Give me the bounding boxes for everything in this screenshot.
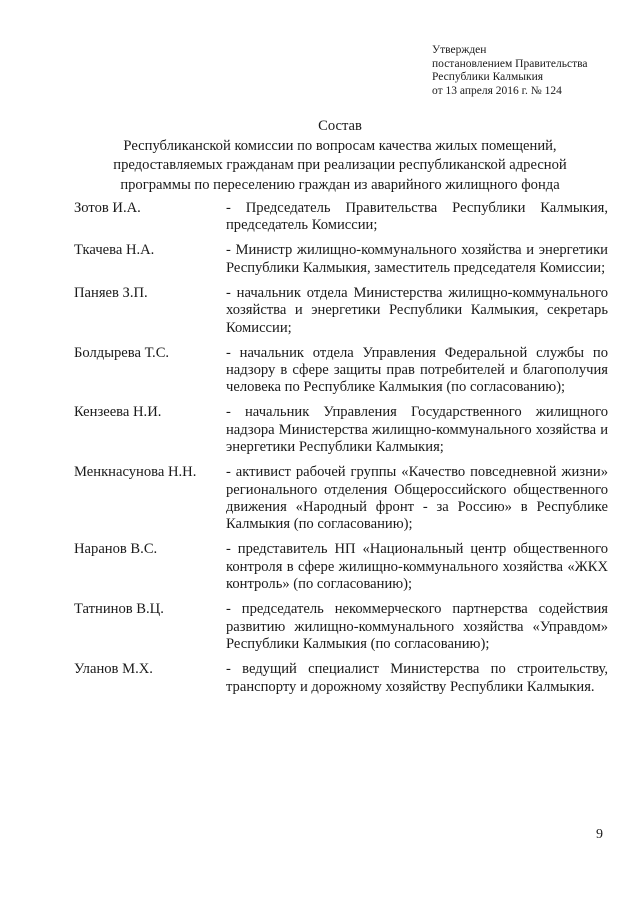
member-row: [74, 242, 608, 277]
member-role: - Председатель Правительства Республики Калмыкия, председатель Комиссии;: [226, 200, 608, 234]
title-line: Республиканской комиссии по вопросам качества жилых помещений,: [123, 137, 557, 154]
member-role: - активист рабочей группы «Качество повседневной жизни» регионального отделения Общероссийского общественного движения «Народный фронт - за Россию» в Республике Калмыкия (по согласованию);: [226, 464, 608, 533]
member-name: Наранов В.С.: [74, 541, 158, 558]
approval-line: Утвержден: [432, 44, 487, 56]
approval-stamp: [432, 44, 632, 98]
member-row: [74, 345, 608, 397]
member-name: Татнинов В.Ц.: [74, 601, 164, 618]
member-row: [74, 464, 608, 534]
approval-line: от 13 апреля 2016 г. № 124: [432, 84, 562, 97]
member-name: Болдырева Т.С.: [74, 344, 170, 361]
approval-line: Республики Калмыкия: [432, 71, 544, 84]
member-name: Уланов М.Х.: [74, 661, 153, 678]
approval-line: постановлением Правительства: [432, 57, 588, 70]
member-name: Паняев З.П.: [74, 284, 148, 301]
member-role: - представитель НП «Национальный центр общественного контроля в сфере жилищно-коммунального хозяйства «ЖКХ контроль» (по согласованию);: [226, 541, 608, 593]
member-row: [74, 285, 608, 337]
commission-members-list: [74, 200, 608, 704]
title-line: программы по переселению граждан из аварийного жилищного фонда: [120, 176, 560, 193]
member-row: [74, 200, 608, 235]
member-role: - начальник Управления Государственного жилищного надзора Министерства жилищно-коммунального хозяйства и энергетики Республики Калмыкия;: [226, 404, 608, 456]
document-title: [60, 117, 620, 195]
member-role: - начальник отдела Министерства жилищно-коммунального хозяйства и энергетики Республики Калмыкия, секретарь Комиссии;: [226, 284, 608, 336]
member-role: - председатель некоммерческого партнерства содействия развитию жилищно-коммунального хозяйства «Управдом» Республики Калмыкия (по согласованию);: [226, 601, 608, 653]
member-role: - ведущий специалист Министерства по строительству, транспорту и дорожному хозяйству Республики Калмыкия.: [226, 661, 608, 695]
member-row: [74, 541, 608, 593]
member-row: [74, 661, 608, 696]
member-role: - начальник отдела Управления Федеральной службы по надзору в сфере защиты прав потребителей и благополучия человека по Республике Калмыкия (по согласованию);: [226, 344, 608, 396]
member-name: Ткачева Н.А.: [74, 242, 155, 259]
member-name: Кензеева Н.И.: [74, 404, 162, 421]
member-name: Зотов И.А.: [74, 200, 141, 216]
title-line: предоставляемых гражданам при реализации республиканской адресной: [113, 157, 567, 173]
member-row: [74, 404, 608, 456]
page-number: 9: [596, 827, 603, 842]
member-role: - Министр жилищно-коммунального хозяйства и энергетики Республики Калмыкия, заместитель председателя Комиссии;: [226, 242, 608, 276]
member-name: Менкнасунова Н.Н.: [74, 464, 197, 481]
member-row: [74, 601, 608, 653]
title-heading: Состав: [318, 118, 362, 134]
